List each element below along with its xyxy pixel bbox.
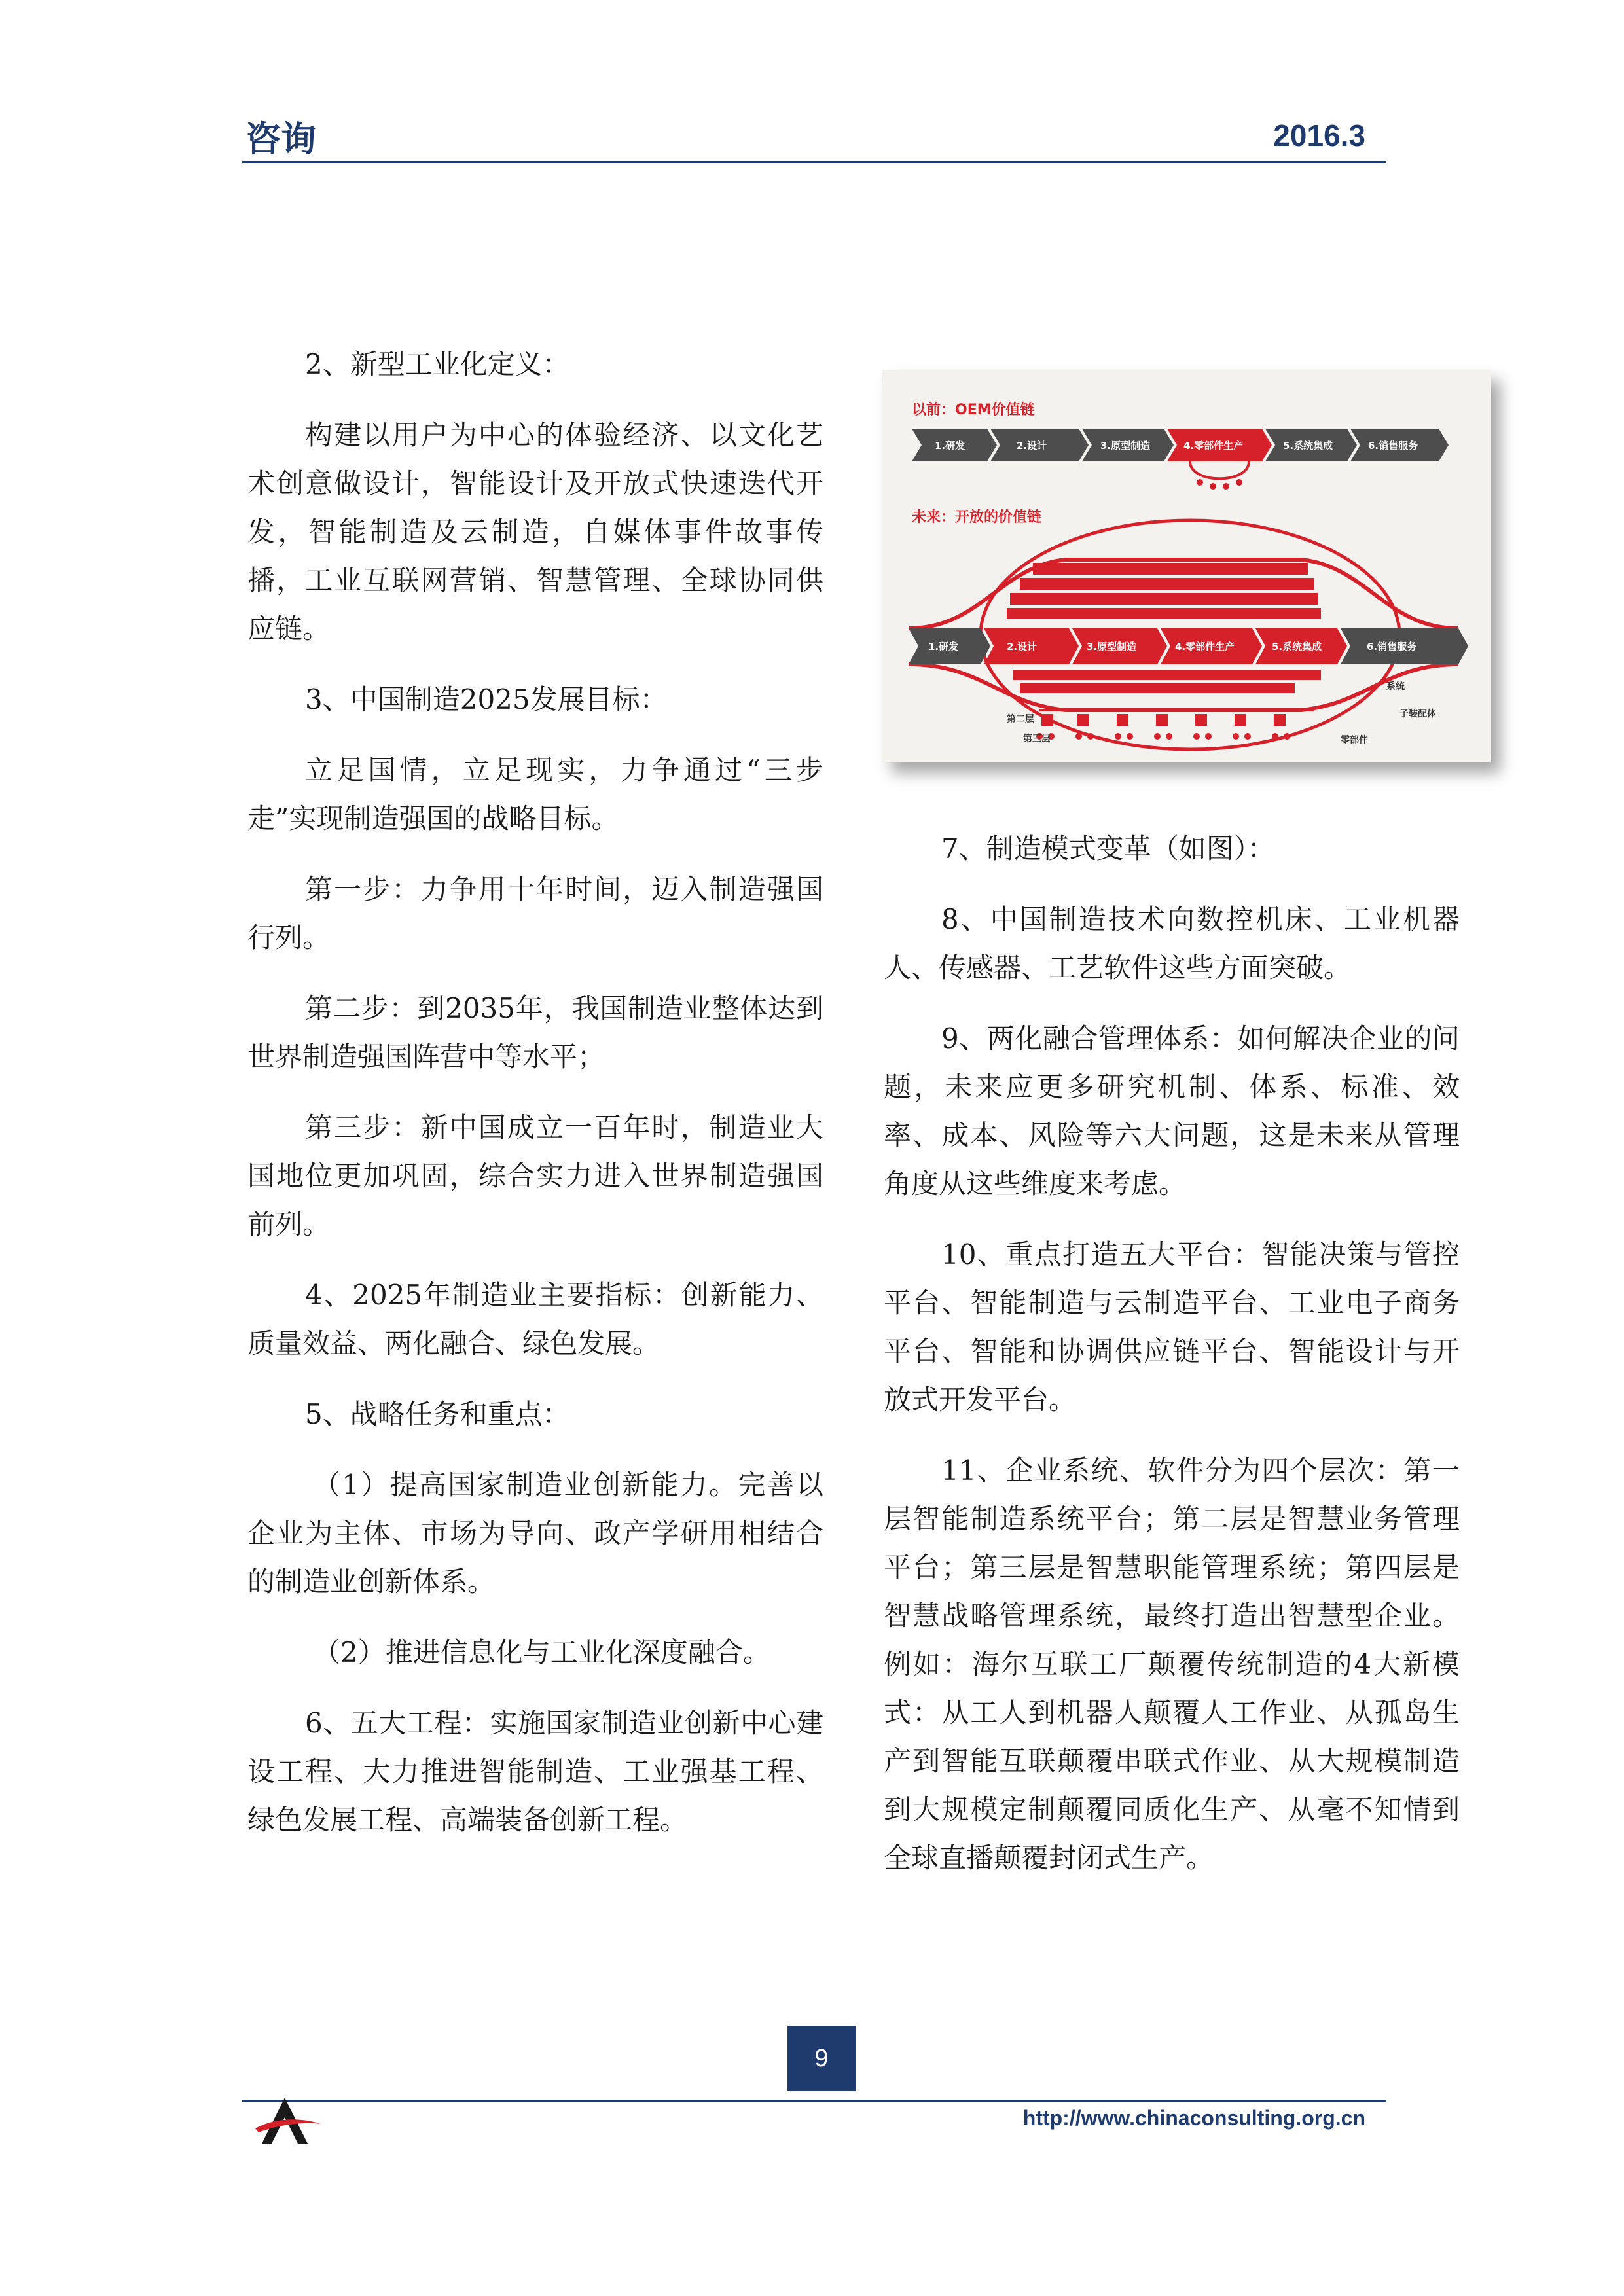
value-chain-diagram bbox=[882, 370, 1491, 762]
value-chain-figure bbox=[882, 370, 1491, 762]
paragraph: 2、新型工业化定义： bbox=[305, 348, 570, 380]
paragraph: 立足国情，立足现实，力争通过“三步走”实现制造强国的战略目标。 bbox=[247, 754, 823, 834]
paragraph: 7、制造模式变革（如图）： bbox=[941, 833, 1275, 865]
journal-title: 咨询 bbox=[245, 118, 316, 160]
band-3 bbox=[1010, 593, 1318, 605]
future-stage-4-label: 4.零部件生产 bbox=[1175, 641, 1235, 653]
system-label: 系统 bbox=[1386, 681, 1405, 692]
future-stage-5-label: 5.系统集成 bbox=[1272, 641, 1322, 653]
right-column bbox=[884, 825, 1460, 1905]
footer-divider bbox=[242, 2100, 1386, 2102]
header-divider bbox=[242, 161, 1386, 163]
paragraph: 4、2025年制造业主要指标：创新能力、质量效益、两化融合、绿色发展。 bbox=[247, 1279, 823, 1359]
paragraph: 第一步：力争用十年时间，迈入制造强国行列。 bbox=[247, 873, 823, 954]
left-column bbox=[247, 340, 823, 1867]
paragraph: 10、重点打造五大平台：智能决策与管控平台、智能制造与云制造平台、工业电子商务平台、智能和协调供应链平台、智能设计与开放式开发平台。 bbox=[884, 1238, 1460, 1416]
paragraph: 8、中国制造技术向数控机床、工业机器人、传感器、工艺软件这些方面突破。 bbox=[884, 903, 1460, 984]
layer-3-label: 第三层 bbox=[1023, 734, 1051, 744]
band-2 bbox=[1020, 578, 1314, 590]
paragraph: 构建以用户为中心的体验经济、以文化艺术创意做设计，智能设计及开放式快速迭代开发，智能制造及云制造，自媒体事件故事传播，工业互联网营销、智慧管理、全球协同供应链。 bbox=[247, 419, 823, 645]
past-stage-4-label: 4.零部件生产 bbox=[1183, 440, 1244, 452]
parts-label: 零部件 bbox=[1341, 735, 1368, 745]
paragraph: 5、战略任务和重点： bbox=[305, 1398, 570, 1430]
past-stage-1-label: 1.研发 bbox=[935, 440, 965, 452]
band-1 bbox=[1033, 563, 1308, 575]
future-stage-6-label: 6.销售服务 bbox=[1367, 641, 1417, 653]
paragraph: 第三步：新中国成立一百年时，制造业大国地位更加巩固，综合实力进入世界制造强国前列。 bbox=[247, 1111, 823, 1240]
future-chain-title: 未来：开放的价值链 bbox=[912, 509, 1042, 526]
band-6 bbox=[1020, 683, 1295, 693]
paragraph: 11、企业系统、软件分为四个层次：第一层智能制造系统平台；第二层是智慧业务管理平台；第三层是智慧职能管理系统；第四层是智慧战略管理系统，最终打造出智慧型企业。例如：海尔互联工厂颠覆传统制造的4大新模式：从工人到机器人颠覆人工作业、从孤岛生产到智能互联颠覆串联式作业、从大规模制造到大规模定制颠覆同质化生产、从毫不知情到全球直播颠覆封闭式生产。 bbox=[884, 1454, 1460, 1874]
past-stage-2-label: 2.设计 bbox=[1017, 440, 1047, 452]
paragraph: （2）推进信息化与工业化深度融合。 bbox=[313, 1636, 770, 1668]
issue-number: 2016.3 bbox=[1273, 118, 1365, 152]
band-4 bbox=[1007, 608, 1321, 619]
past-stage-3-label: 3.原型制造 bbox=[1100, 440, 1151, 452]
paragraph: 6、五大工程：实施国家制造业创新中心建设工程、大力推进智能制造、工业强基工程、绿色发展工程、高端装备创新工程。 bbox=[247, 1707, 823, 1836]
band-5 bbox=[1013, 670, 1321, 680]
past-stage-6-label: 6.销售服务 bbox=[1368, 440, 1418, 452]
subassembly-label: 子装配体 bbox=[1399, 709, 1436, 719]
consulting-logo-icon bbox=[249, 2094, 327, 2147]
paragraph: 第二步：到2035年，我国制造业整体达到世界制造强国阵营中等水平； bbox=[247, 992, 823, 1073]
future-stage-2-label: 2.设计 bbox=[1007, 641, 1038, 653]
website-url: http://www.chinaconsulting.org.cn bbox=[1022, 2106, 1365, 2130]
future-stage-1-label: 1.研发 bbox=[928, 641, 959, 653]
layer-2-label: 第二层 bbox=[1007, 714, 1034, 725]
paragraph: 9、两化融合管理体系：如何解决企业的问题，未来应更多研究机制、体系、标准、效率、成本、风险等六大问题，这是未来从管理角度从这些维度来考虑。 bbox=[884, 1022, 1460, 1200]
page-number: 9 bbox=[787, 2026, 856, 2091]
paragraph: （1）提高国家制造业创新能力。完善以企业为主体、市场为导向、政产学研用相结合的制造业创新体系。 bbox=[247, 1469, 823, 1598]
past-stage-5-label: 5.系统集成 bbox=[1283, 440, 1333, 452]
paragraph: 3、中国制造2025发展目标： bbox=[305, 683, 668, 715]
past-chain-title: 以前：OEM价值链 bbox=[912, 402, 1035, 418]
future-stage-3-label: 3.原型制造 bbox=[1087, 641, 1137, 653]
